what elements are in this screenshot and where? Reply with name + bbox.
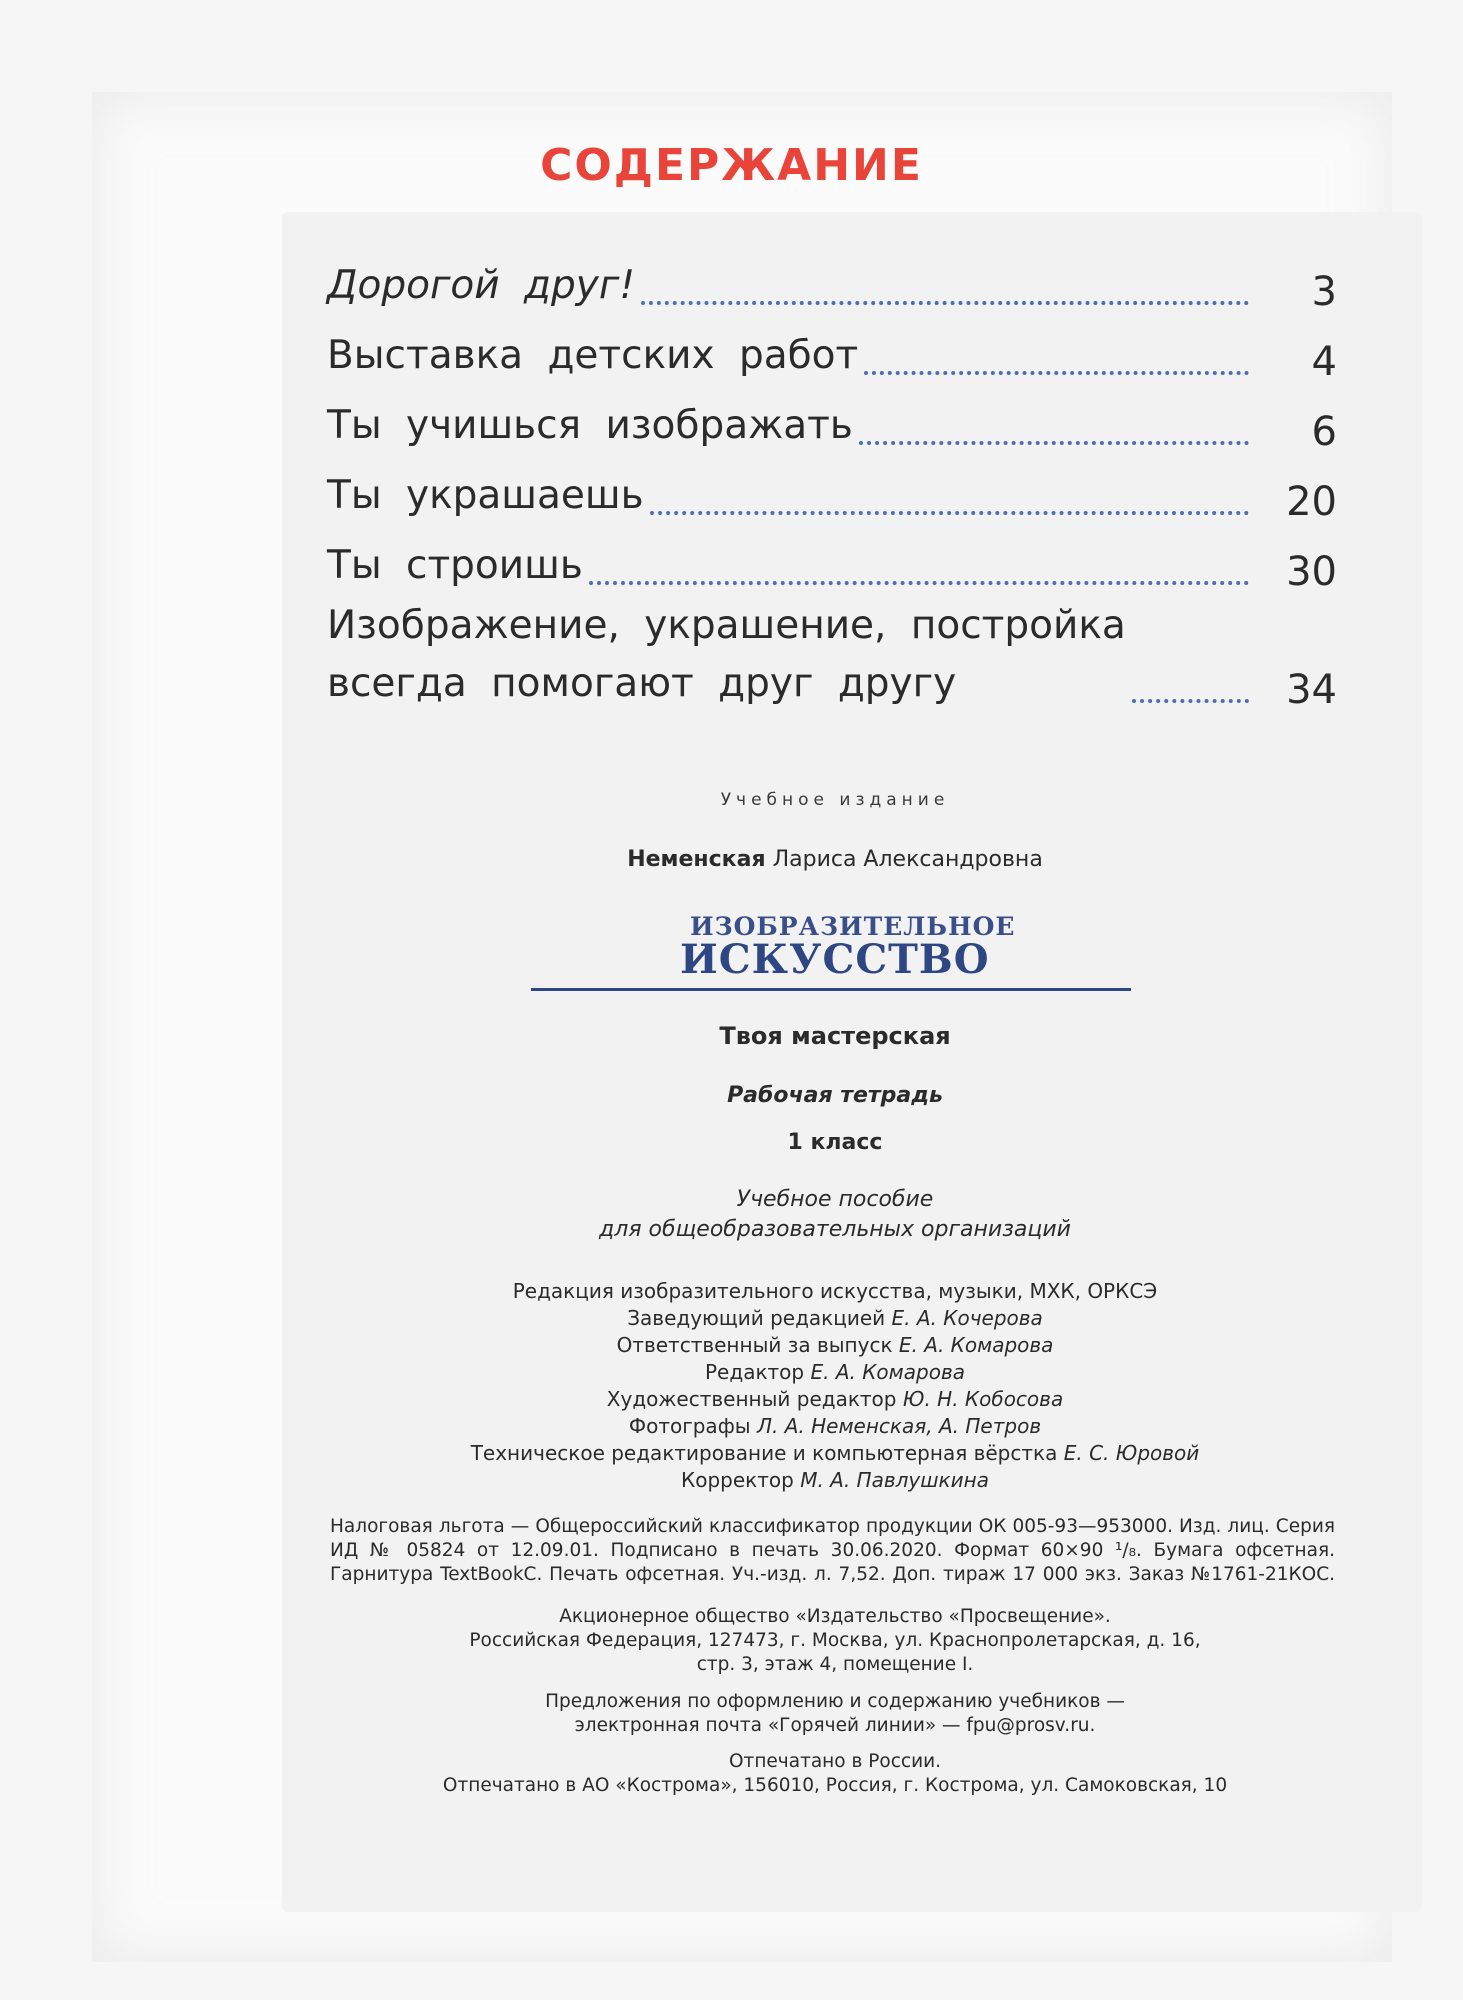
credit-name: Е. А. Комарова <box>810 1360 965 1384</box>
credit-line <box>330 1305 1340 1332</box>
grade: 1 класс <box>787 1130 883 1155</box>
credits-list <box>330 1278 1340 1494</box>
credit-name: Ю. Н. Кобосова <box>902 1387 1064 1411</box>
credit-name: Е. С. Юровой <box>1063 1441 1200 1465</box>
credit-line <box>330 1413 1340 1440</box>
toc-entry[interactable] <box>327 385 1337 455</box>
credit-name: М. А. Павлушкина <box>800 1468 989 1492</box>
toc-entry[interactable] <box>327 245 1337 315</box>
toc-entry[interactable] <box>327 525 1337 595</box>
credit-role: Ответственный за выпуск <box>616 1333 893 1357</box>
series-title-line1: ИЗОБРАЗИТЕЛЬНОЕ <box>690 912 1016 941</box>
toc-entry[interactable] <box>327 315 1337 385</box>
toc-entry-page: 20 <box>1286 479 1337 525</box>
toc-entry-page: 3 <box>1311 269 1337 315</box>
author-given-name: Лариса Александровна <box>772 847 1043 872</box>
author <box>330 847 1340 872</box>
printing-info: Отпечатано в России. Отпечатано в АО «Кострома», 156010, Россия, г. Кострома, ул. Самоковская, 10 <box>442 1751 1228 1796</box>
toc-leader-dots <box>641 301 1249 305</box>
credit-name: Е. А. Комарова <box>898 1333 1054 1357</box>
series-title-line2: ИСКУССТВО <box>680 936 990 983</box>
credit-role: Техническое редактирование и компьютерная вёрстка <box>470 1441 1058 1465</box>
toc-entry-page: 34 <box>1286 667 1337 713</box>
credit-name: Е. А. Кочерова <box>891 1306 1043 1330</box>
publisher-address: Акционерное общество «Издательство «Просвещение». Российская Федерация, 127473, г. Москва, ул. Краснопролетарская, д. 16, стр. 3, этаж 4, помещение I. <box>469 1606 1201 1675</box>
toc-leader-dots <box>864 371 1249 375</box>
toc-entry-page: 6 <box>1311 409 1337 455</box>
credit-line <box>330 1359 1340 1386</box>
credit-line <box>330 1278 1340 1305</box>
toc-leader-dots <box>1132 699 1249 703</box>
toc-entry-label: Ты украшаешь <box>327 473 644 518</box>
author-surname: Неменская <box>627 847 766 872</box>
credit-role: Заведующий редакцией <box>627 1306 886 1330</box>
book-subtitle: Твоя мастерская <box>719 1022 951 1050</box>
toc-leader-dots <box>589 581 1249 585</box>
imprint-details: Налоговая льгота — Общероссийский классификатор продукции ОК 005-93—953000. Изд. лиц. Серия ИД № 05824 от 12.09.01. Подписано в печать 30.06.2020. Формат 60×90 ¹/₈. Бумага офсетная. Гарнитура TextBookC. Печать офсетная. Уч.-изд. л. 7,52. Доп. тираж 17 000 экз. Заказ №1761-21КОС. <box>330 1516 1335 1585</box>
book-type: Рабочая тетрадь <box>727 1083 943 1108</box>
toc-entry-label: Изображение, украшение, постройка всегда помогают друг другу <box>327 603 1126 706</box>
toc-leader-dots <box>650 511 1249 515</box>
edition-type: Учебное издание <box>720 790 950 810</box>
credit-role: Редакция изобразительного искусства, музыки, МХК, ОРКСЭ <box>512 1279 1158 1303</box>
feedback-contact: Предложения по оформлению и содержанию учебников — электронная почта «Горячей линии» — fpu@prosv.ru. <box>545 1691 1125 1736</box>
credit-role: Корректор <box>681 1468 794 1492</box>
credit-line <box>330 1332 1340 1359</box>
toc-leader-dots <box>859 441 1249 445</box>
credit-role: Художественный редактор <box>606 1387 897 1411</box>
credit-name: Л. А. Неменская, А. Петров <box>756 1414 1042 1438</box>
toc-entry-label: Дорогой друг! <box>327 263 635 308</box>
table-of-contents <box>327 245 1337 713</box>
toc-entry[interactable] <box>327 595 1337 713</box>
toc-entry[interactable] <box>327 455 1337 525</box>
series-underline <box>531 988 1131 991</box>
credit-role: Фотографы <box>628 1414 751 1438</box>
credit-line <box>330 1440 1340 1467</box>
credit-line <box>330 1386 1340 1413</box>
toc-entry-page: 4 <box>1311 339 1337 385</box>
toc-entry-label: Ты учишься изображать <box>327 403 853 448</box>
credit-line <box>330 1467 1340 1494</box>
toc-title: СОДЕРЖАНИЕ <box>540 140 923 191</box>
toc-entry-label: Ты строишь <box>327 543 583 588</box>
toc-entry-label: Выставка детских работ <box>327 333 859 378</box>
manual-description: Учебное пособие для общеобразовательных организаций <box>599 1187 1071 1242</box>
toc-entry-page: 30 <box>1286 549 1337 595</box>
credit-role: Редактор <box>705 1360 805 1384</box>
